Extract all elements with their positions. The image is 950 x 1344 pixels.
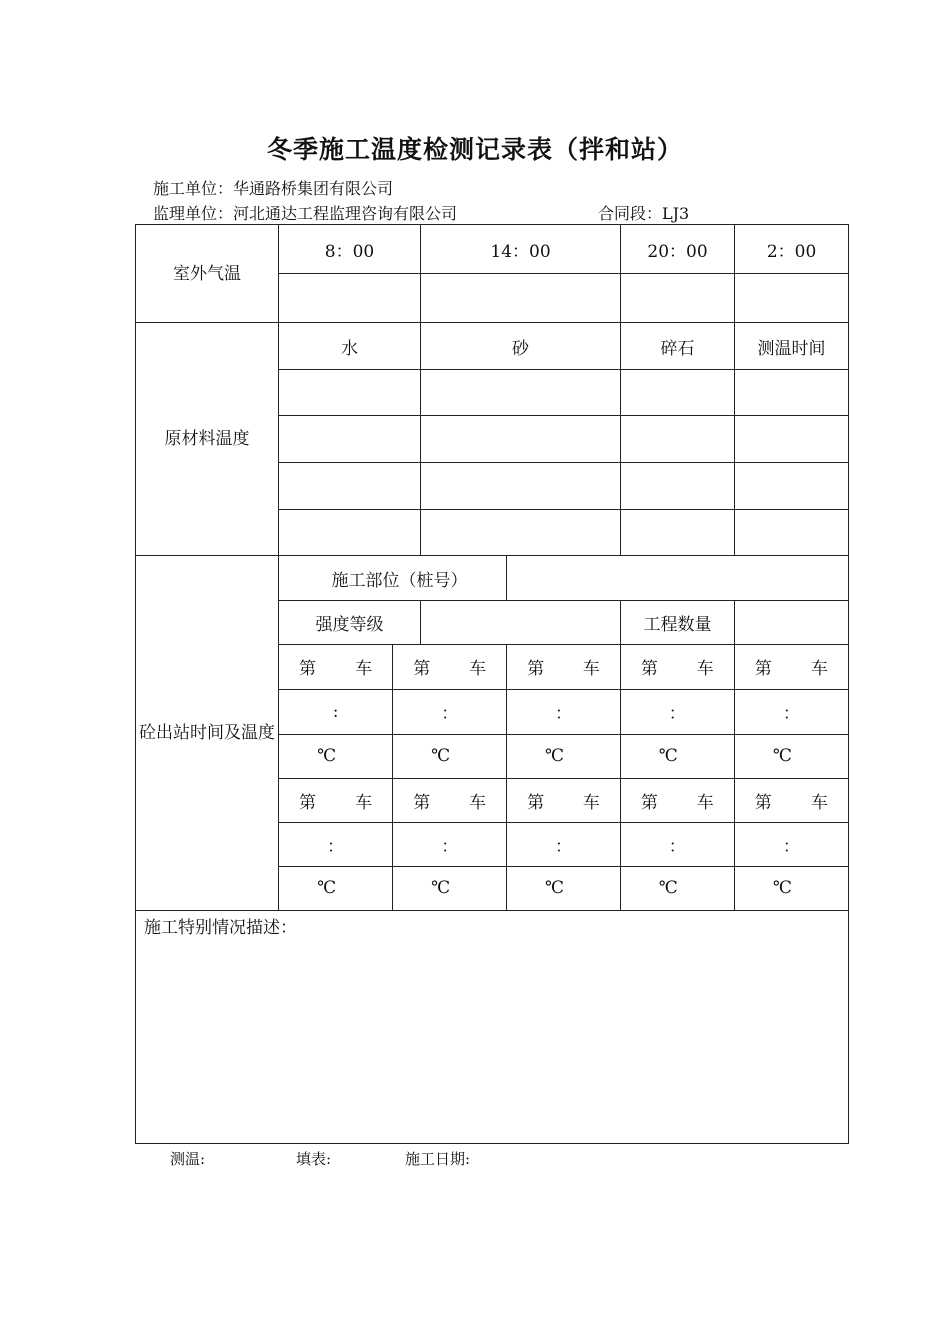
raw-material-label: 原材料温度 bbox=[136, 323, 279, 556]
raw-col-sand: 砂 bbox=[421, 323, 621, 370]
footer-date: 施工日期: bbox=[405, 1150, 471, 1168]
raw-cell[interactable] bbox=[621, 370, 735, 416]
seq-suffix: 车 bbox=[582, 792, 600, 813]
outdoor-time-4: 2：00 bbox=[735, 225, 849, 274]
supervision-unit-value: 河北通达工程监理咨询有限公司 bbox=[233, 204, 458, 223]
outdoor-temp-cell[interactable] bbox=[735, 274, 849, 323]
raw-cell[interactable] bbox=[421, 416, 621, 463]
departure-time-cell[interactable] bbox=[734, 689, 848, 734]
seq-prefix: 第 bbox=[640, 792, 658, 813]
outdoor-temp-cell[interactable] bbox=[279, 274, 421, 323]
seq-prefix: 第 bbox=[754, 792, 772, 813]
page-title: 冬季施工温度检测记录表（拌和站） bbox=[266, 135, 683, 164]
raw-cell[interactable] bbox=[279, 510, 421, 556]
time-colon: ： bbox=[441, 836, 459, 857]
truck-seq-cell[interactable] bbox=[620, 645, 734, 689]
strength-label: 强度等级 bbox=[279, 601, 421, 645]
departure-time-cell[interactable] bbox=[393, 689, 507, 734]
outdoor-time-2: 14：00 bbox=[421, 225, 621, 274]
truck-seq-cell[interactable] bbox=[734, 778, 848, 822]
raw-col-time: 测温时间 bbox=[735, 323, 849, 370]
remarks-area[interactable] bbox=[136, 911, 849, 1144]
truck-seq-cell[interactable] bbox=[734, 645, 848, 689]
footer-measured-by: 测温: bbox=[170, 1150, 206, 1168]
seq-suffix: 车 bbox=[582, 659, 600, 680]
seq-prefix: 第 bbox=[640, 659, 658, 680]
outdoor-temp-cell[interactable] bbox=[621, 274, 735, 323]
time-colon: : bbox=[332, 701, 339, 722]
degree-unit: ℃ bbox=[658, 878, 678, 899]
seq-suffix: 车 bbox=[811, 659, 829, 680]
truck-seq-cell[interactable] bbox=[393, 645, 507, 689]
departure-time-cell[interactable] bbox=[279, 822, 393, 866]
seq-suffix: 车 bbox=[811, 792, 829, 813]
degree-unit: ℃ bbox=[772, 746, 792, 766]
seq-prefix: 第 bbox=[413, 792, 431, 813]
time-colon: ： bbox=[327, 836, 345, 857]
raw-cell[interactable] bbox=[621, 510, 735, 556]
truck-seq-cell[interactable] bbox=[279, 645, 393, 689]
raw-cell[interactable] bbox=[735, 510, 849, 556]
seq-prefix: 第 bbox=[413, 659, 431, 680]
concrete-temp-cell[interactable] bbox=[393, 734, 507, 778]
departure-time-cell[interactable] bbox=[620, 822, 734, 866]
quantity-value-cell[interactable] bbox=[735, 601, 849, 645]
concrete-temp-cell[interactable] bbox=[279, 734, 393, 778]
seq-prefix: 第 bbox=[299, 659, 316, 680]
degree-unit: ℃ bbox=[431, 746, 451, 766]
construction-unit-label: 施工单位： bbox=[153, 179, 234, 198]
raw-cell[interactable] bbox=[421, 463, 621, 510]
degree-unit: ℃ bbox=[544, 746, 564, 766]
departure-time-cell[interactable] bbox=[279, 689, 393, 734]
seq-prefix: 第 bbox=[527, 792, 545, 813]
seq-suffix: 车 bbox=[696, 659, 714, 680]
truck-seq-cell[interactable] bbox=[279, 778, 393, 822]
raw-cell[interactable] bbox=[279, 416, 421, 463]
time-colon: ： bbox=[554, 836, 572, 857]
time-colon: ： bbox=[554, 704, 572, 724]
raw-cell[interactable] bbox=[621, 416, 735, 463]
seq-prefix: 第 bbox=[527, 659, 545, 680]
degree-unit: ℃ bbox=[431, 878, 451, 899]
footer-filled-by: 填表: bbox=[296, 1150, 332, 1168]
seq-suffix: 车 bbox=[696, 792, 714, 813]
strength-value-cell[interactable] bbox=[421, 601, 621, 645]
raw-cell[interactable] bbox=[421, 510, 621, 556]
time-colon: ： bbox=[668, 836, 686, 857]
truck-seq-cell[interactable] bbox=[393, 778, 507, 822]
departure-time-cell[interactable] bbox=[507, 689, 621, 734]
outdoor-time-1: 8：00 bbox=[279, 225, 421, 274]
time-colon: ： bbox=[441, 704, 459, 724]
seq-suffix: 车 bbox=[355, 659, 373, 680]
degree-unit: ℃ bbox=[317, 746, 337, 766]
outdoor-time-3: 20：00 bbox=[621, 225, 735, 274]
seq-prefix: 第 bbox=[754, 659, 772, 680]
raw-col-water: 水 bbox=[279, 323, 421, 370]
raw-cell[interactable] bbox=[621, 463, 735, 510]
concrete-temp-cell[interactable] bbox=[393, 866, 507, 910]
truck-seq-cell[interactable] bbox=[620, 778, 734, 822]
record-table bbox=[135, 224, 849, 1144]
departure-time-cell[interactable] bbox=[620, 689, 734, 734]
raw-cell[interactable] bbox=[735, 370, 849, 416]
contract-section-label: 合同段： bbox=[598, 204, 663, 223]
outdoor-temp-cell[interactable] bbox=[421, 274, 621, 323]
concrete-subtable-group-1 bbox=[279, 645, 848, 910]
raw-cell[interactable] bbox=[279, 463, 421, 510]
concrete-temp-cell[interactable] bbox=[279, 866, 393, 910]
time-colon: ： bbox=[782, 704, 800, 724]
supervision-unit bbox=[153, 201, 457, 224]
construction-unit-value: 华通路桥集团有限公司 bbox=[233, 179, 394, 198]
seq-prefix: 第 bbox=[299, 792, 316, 813]
departure-time-cell[interactable] bbox=[393, 822, 507, 866]
time-colon: ： bbox=[782, 836, 800, 857]
concrete-label: 砼出站时间及温度 bbox=[136, 556, 279, 911]
contract-section-value: LJ3 bbox=[662, 204, 690, 223]
time-colon: ： bbox=[668, 704, 686, 724]
construction-unit bbox=[153, 176, 393, 199]
departure-time-cell[interactable] bbox=[507, 822, 621, 866]
truck-seq-cell[interactable] bbox=[507, 645, 621, 689]
concrete-temp-cell[interactable] bbox=[620, 866, 734, 910]
contract-section bbox=[598, 201, 689, 224]
raw-cell[interactable] bbox=[735, 416, 849, 463]
outdoor-temp-label: 室外气温 bbox=[136, 225, 279, 323]
location-label: 施工部位（桩号） bbox=[279, 556, 507, 601]
location-value-cell[interactable] bbox=[507, 556, 849, 601]
supervision-unit-label: 监理单位： bbox=[153, 204, 234, 223]
remarks-label: 施工特别情况描述： bbox=[144, 918, 297, 938]
seq-suffix: 车 bbox=[355, 792, 373, 813]
raw-cell[interactable] bbox=[421, 370, 621, 416]
degree-unit: ℃ bbox=[544, 878, 564, 899]
concrete-temp-cell[interactable] bbox=[507, 866, 621, 910]
seq-suffix: 车 bbox=[469, 659, 487, 680]
departure-time-cell[interactable] bbox=[734, 822, 848, 866]
seq-suffix: 车 bbox=[469, 792, 487, 813]
raw-col-gravel: 碎石 bbox=[621, 323, 735, 370]
degree-unit: ℃ bbox=[658, 746, 678, 766]
raw-cell[interactable] bbox=[279, 370, 421, 416]
concrete-temp-cell[interactable] bbox=[507, 734, 621, 778]
raw-cell[interactable] bbox=[735, 463, 849, 510]
concrete-temp-cell[interactable] bbox=[734, 866, 848, 910]
degree-unit: ℃ bbox=[317, 878, 337, 899]
concrete-temp-cell[interactable] bbox=[734, 734, 848, 778]
truck-seq-cell[interactable] bbox=[507, 778, 621, 822]
concrete-temp-cell[interactable] bbox=[620, 734, 734, 778]
degree-unit: ℃ bbox=[772, 878, 792, 899]
quantity-label: 工程数量 bbox=[621, 601, 735, 645]
